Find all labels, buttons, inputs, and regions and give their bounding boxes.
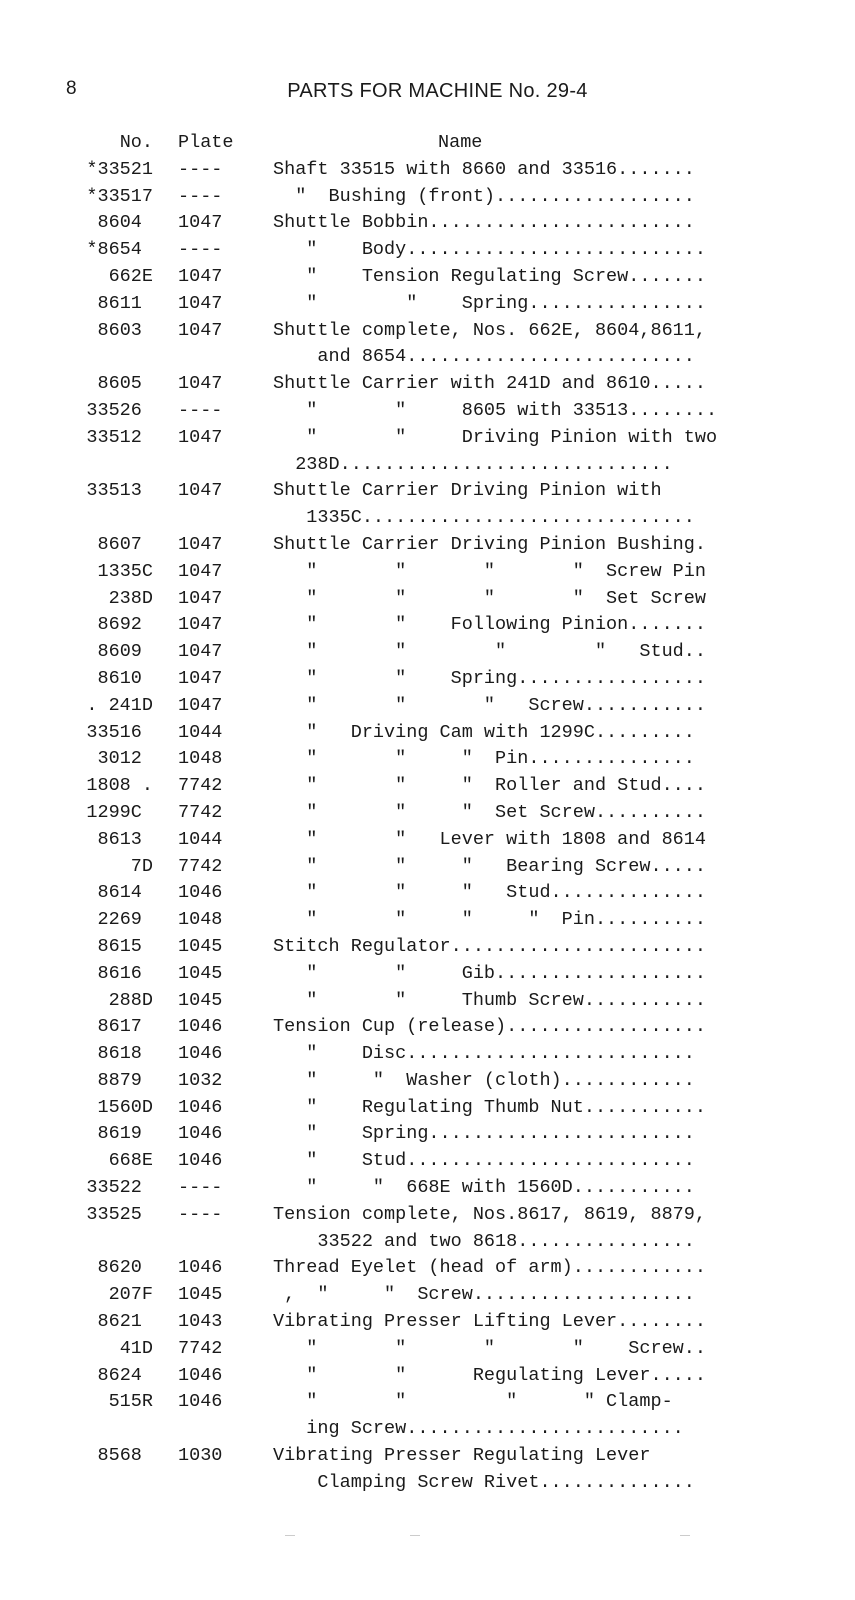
part-name bbox=[253, 1363, 750, 1390]
table-row bbox=[50, 1282, 750, 1309]
scan-mark bbox=[285, 1535, 295, 1536]
table-row bbox=[50, 1336, 750, 1363]
part-number: 8605 bbox=[97, 373, 153, 395]
part-name-line: " " 668E with 1560D........... bbox=[273, 1177, 695, 1199]
part-number: 1808 . bbox=[86, 775, 153, 797]
part-name-line: " " " " Stud.. bbox=[273, 641, 706, 663]
part-name bbox=[253, 1014, 750, 1041]
part-name-line: " " Washer (cloth)............ bbox=[273, 1069, 695, 1091]
plate-number: 1046 bbox=[178, 1043, 223, 1065]
part-name-line: " " Gib................... bbox=[273, 962, 706, 984]
plate-number: ---- bbox=[178, 1203, 223, 1225]
part-number: 662E bbox=[108, 265, 153, 287]
part-number: 8615 bbox=[97, 935, 153, 957]
part-name bbox=[253, 1255, 750, 1282]
parts-table bbox=[50, 130, 750, 1497]
part-name-line: " " Spring................. bbox=[273, 667, 706, 689]
part-name bbox=[253, 693, 750, 720]
part-number: 8619 bbox=[97, 1123, 153, 1145]
part-number: 8618 bbox=[97, 1043, 153, 1065]
column-header-name: Name bbox=[438, 132, 483, 153]
plate-number: 1047 bbox=[178, 667, 223, 689]
part-name bbox=[253, 746, 750, 773]
table-row bbox=[50, 559, 750, 586]
part-name-line: 33522 and two 8618................ bbox=[273, 1230, 695, 1252]
plate-number: 1047 bbox=[178, 533, 223, 555]
part-name-line: " Tension Regulating Screw....... bbox=[273, 265, 706, 287]
part-number: 8604 bbox=[97, 212, 153, 234]
plate-number: 1046 bbox=[178, 1150, 223, 1172]
table-row bbox=[50, 398, 750, 425]
part-number: 8607 bbox=[97, 533, 153, 555]
part-name bbox=[253, 157, 750, 184]
part-name-line: Tension Cup (release).................. bbox=[273, 1016, 706, 1038]
part-name bbox=[253, 264, 750, 291]
plate-number: 1045 bbox=[178, 989, 223, 1011]
table-row bbox=[50, 1443, 750, 1497]
part-number: 33522 bbox=[86, 1177, 153, 1199]
plate-number: 7742 bbox=[178, 1337, 223, 1359]
part-name-line: " " " Pin............... bbox=[273, 748, 695, 770]
part-number: 207F bbox=[108, 1284, 153, 1306]
part-name-line: " " Thumb Screw........... bbox=[273, 989, 706, 1011]
plate-number: ---- bbox=[178, 239, 223, 261]
part-name-line: Shuttle complete, Nos. 662E, 8604,8611, bbox=[273, 319, 706, 341]
part-name bbox=[253, 237, 750, 264]
part-name-line: and 8654.......................... bbox=[273, 346, 695, 368]
part-name bbox=[253, 612, 750, 639]
table-row bbox=[50, 880, 750, 907]
table-row bbox=[50, 318, 750, 372]
part-name bbox=[253, 1095, 750, 1122]
part-name bbox=[253, 291, 750, 318]
part-name bbox=[253, 1148, 750, 1175]
part-number: 33512 bbox=[86, 426, 153, 448]
plate-number: 1046 bbox=[178, 882, 223, 904]
part-name bbox=[253, 1121, 750, 1148]
part-number: 8613 bbox=[97, 828, 153, 850]
part-name-line: 238D.............................. bbox=[273, 453, 673, 475]
table-row bbox=[50, 1041, 750, 1068]
plate-number: 1047 bbox=[178, 426, 223, 448]
part-number: 7D bbox=[130, 855, 153, 877]
part-name-line: " " " " Screw Pin bbox=[273, 560, 706, 582]
part-number: 8568 bbox=[97, 1445, 153, 1467]
table-row bbox=[50, 532, 750, 559]
part-number: 33513 bbox=[86, 480, 153, 502]
part-name bbox=[253, 639, 750, 666]
plate-number: 1046 bbox=[178, 1016, 223, 1038]
part-name-line: " " Regulating Lever..... bbox=[273, 1364, 706, 1386]
plate-number: 1047 bbox=[178, 587, 223, 609]
table-row bbox=[50, 934, 750, 961]
table-row bbox=[50, 425, 750, 479]
table-row bbox=[50, 612, 750, 639]
table-row bbox=[50, 666, 750, 693]
table-row bbox=[50, 237, 750, 264]
part-name-line: , " " Screw.................... bbox=[273, 1284, 695, 1306]
part-number: 8620 bbox=[97, 1257, 153, 1279]
part-name bbox=[253, 720, 750, 747]
plate-number: 1048 bbox=[178, 909, 223, 931]
part-number: 33526 bbox=[86, 399, 153, 421]
part-name-line: Stitch Regulator....................... bbox=[273, 935, 706, 957]
plate-number: 1047 bbox=[178, 265, 223, 287]
table-row bbox=[50, 291, 750, 318]
part-name-line: " Body........................... bbox=[273, 239, 706, 261]
plate-number: ---- bbox=[178, 399, 223, 421]
part-name-line: " Driving Cam with 1299C......... bbox=[273, 721, 695, 743]
part-name-line: " " " Screw........... bbox=[273, 694, 706, 716]
table-row bbox=[50, 1363, 750, 1390]
part-number: 33525 bbox=[86, 1203, 153, 1225]
part-name bbox=[253, 559, 750, 586]
plate-number: 1046 bbox=[178, 1257, 223, 1279]
part-number: 1299C bbox=[86, 801, 153, 823]
part-name bbox=[253, 425, 750, 479]
part-number: 8603 bbox=[97, 319, 153, 341]
table-row bbox=[50, 1389, 750, 1443]
plate-number: 1047 bbox=[178, 560, 223, 582]
plate-number: 1047 bbox=[178, 614, 223, 636]
table-row bbox=[50, 1121, 750, 1148]
part-name bbox=[253, 318, 750, 372]
part-name-line: " " " Roller and Stud.... bbox=[273, 775, 706, 797]
part-name-line: " " " " Screw.. bbox=[273, 1337, 706, 1359]
part-name bbox=[253, 398, 750, 425]
part-name bbox=[253, 1443, 750, 1497]
part-name-line: Shuttle Carrier with 241D and 8610..... bbox=[273, 373, 706, 395]
part-number: 8617 bbox=[97, 1016, 153, 1038]
page-number: 8 bbox=[66, 78, 77, 99]
part-name bbox=[253, 1041, 750, 1068]
part-name-line: " " " " Pin.......... bbox=[273, 909, 706, 931]
table-row bbox=[50, 907, 750, 934]
part-name bbox=[253, 800, 750, 827]
part-number: 3012 bbox=[97, 748, 153, 770]
part-name bbox=[253, 961, 750, 988]
part-number: *8654 bbox=[86, 239, 153, 261]
part-number: *33517 bbox=[86, 185, 153, 207]
part-name bbox=[253, 1068, 750, 1095]
part-number: 8692 bbox=[97, 614, 153, 636]
part-name bbox=[253, 666, 750, 693]
part-name bbox=[253, 934, 750, 961]
part-name-line: Clamping Screw Rivet.............. bbox=[273, 1471, 695, 1493]
table-row bbox=[50, 264, 750, 291]
table-row bbox=[50, 800, 750, 827]
plate-number: 1047 bbox=[178, 373, 223, 395]
plate-number: ---- bbox=[178, 185, 223, 207]
part-name bbox=[253, 371, 750, 398]
plate-number: 1048 bbox=[178, 748, 223, 770]
part-name-line: " " " Bearing Screw..... bbox=[273, 855, 706, 877]
plate-number: 1044 bbox=[178, 721, 223, 743]
table-row bbox=[50, 184, 750, 211]
part-name bbox=[253, 854, 750, 881]
part-name bbox=[253, 1309, 750, 1336]
part-name bbox=[253, 907, 750, 934]
part-number: 8614 bbox=[97, 882, 153, 904]
table-row bbox=[50, 827, 750, 854]
table-row bbox=[50, 1202, 750, 1256]
part-number: 8610 bbox=[97, 667, 153, 689]
part-name-line: " Spring........................ bbox=[273, 1123, 695, 1145]
plate-number: 1046 bbox=[178, 1364, 223, 1386]
table-row bbox=[50, 1148, 750, 1175]
table-row bbox=[50, 639, 750, 666]
column-header-no: No. bbox=[119, 132, 153, 153]
plate-number: 1047 bbox=[178, 480, 223, 502]
plate-number: 1047 bbox=[178, 641, 223, 663]
plate-number: 1045 bbox=[178, 1284, 223, 1306]
part-number: 33516 bbox=[86, 721, 153, 743]
plate-number: 1047 bbox=[178, 292, 223, 314]
table-row bbox=[50, 961, 750, 988]
plate-number: 1032 bbox=[178, 1069, 223, 1091]
plate-number: 1046 bbox=[178, 1096, 223, 1118]
part-number: 8611 bbox=[97, 292, 153, 314]
part-name-line: Vibrating Presser Regulating Lever bbox=[273, 1445, 651, 1467]
table-header bbox=[50, 130, 750, 157]
part-name bbox=[253, 827, 750, 854]
part-name-line: " " Spring................ bbox=[273, 292, 706, 314]
part-name bbox=[253, 1336, 750, 1363]
table-row bbox=[50, 1068, 750, 1095]
table-row bbox=[50, 586, 750, 613]
part-number: 41D bbox=[119, 1337, 153, 1359]
plate-number: 1045 bbox=[178, 962, 223, 984]
part-number: 238D bbox=[108, 587, 153, 609]
plate-number: ---- bbox=[178, 158, 223, 180]
table-row bbox=[50, 773, 750, 800]
part-number: 288D bbox=[108, 989, 153, 1011]
column-header-plate: Plate bbox=[178, 132, 234, 153]
part-name bbox=[253, 1175, 750, 1202]
part-name-line: Shuttle Bobbin........................ bbox=[273, 212, 695, 234]
table-row bbox=[50, 988, 750, 1015]
part-number: 8609 bbox=[97, 641, 153, 663]
table-row bbox=[50, 746, 750, 773]
scan-mark bbox=[410, 1535, 420, 1536]
part-number: *33521 bbox=[86, 158, 153, 180]
plate-number: ---- bbox=[178, 1177, 223, 1199]
page-title: PARTS FOR MACHINE No. 29-4 bbox=[287, 80, 588, 102]
part-name-line: " " Lever with 1808 and 8614 bbox=[273, 828, 706, 850]
part-number: 8624 bbox=[97, 1364, 153, 1386]
plate-number: 1030 bbox=[178, 1445, 223, 1467]
part-name bbox=[253, 1202, 750, 1256]
part-name bbox=[253, 586, 750, 613]
part-number: 1560D bbox=[97, 1096, 153, 1118]
table-row bbox=[50, 1014, 750, 1041]
part-name bbox=[253, 880, 750, 907]
part-name-line: Vibrating Presser Lifting Lever........ bbox=[273, 1311, 706, 1333]
part-number: 1335C bbox=[97, 560, 153, 582]
part-name-line: " Stud.......................... bbox=[273, 1150, 695, 1172]
part-name bbox=[253, 1282, 750, 1309]
part-name-line: " Regulating Thumb Nut........... bbox=[273, 1096, 706, 1118]
part-name-line: " " 8605 with 33513........ bbox=[273, 399, 718, 421]
part-name bbox=[253, 210, 750, 237]
part-name bbox=[253, 532, 750, 559]
table-row bbox=[50, 157, 750, 184]
table-row bbox=[50, 210, 750, 237]
plate-number: 1046 bbox=[178, 1123, 223, 1145]
part-name bbox=[253, 184, 750, 211]
table-row bbox=[50, 371, 750, 398]
part-name-line: " " " Set Screw.......... bbox=[273, 801, 706, 823]
part-name bbox=[253, 478, 750, 532]
plate-number: 1043 bbox=[178, 1311, 223, 1333]
plate-number: 7742 bbox=[178, 775, 223, 797]
part-name-line: 1335C.............................. bbox=[273, 507, 695, 529]
scan-mark bbox=[680, 1535, 690, 1536]
part-number: . 241D bbox=[86, 694, 153, 716]
part-name-line: Shuttle Carrier Driving Pinion Bushing. bbox=[273, 533, 706, 555]
part-name-line: " " " " Set Screw bbox=[273, 587, 706, 609]
part-name-line: " Bushing (front).................. bbox=[273, 185, 695, 207]
part-name bbox=[253, 1389, 750, 1443]
plate-number: 1047 bbox=[178, 694, 223, 716]
table-body bbox=[50, 157, 750, 1497]
part-number: 2269 bbox=[97, 909, 153, 931]
plate-number: 1046 bbox=[178, 1391, 223, 1413]
part-number: 8616 bbox=[97, 962, 153, 984]
part-name-line: " " " " Clamp- bbox=[273, 1391, 673, 1413]
table-row bbox=[50, 720, 750, 747]
part-name-line: Tension complete, Nos.8617, 8619, 8879, bbox=[273, 1203, 706, 1225]
part-name-line: Shuttle Carrier Driving Pinion with bbox=[273, 480, 662, 502]
plate-number: 7742 bbox=[178, 801, 223, 823]
table-row bbox=[50, 854, 750, 881]
plate-number: 7742 bbox=[178, 855, 223, 877]
part-number: 668E bbox=[108, 1150, 153, 1172]
table-row bbox=[50, 1309, 750, 1336]
part-name-line: Shaft 33515 with 8660 and 33516....... bbox=[273, 158, 695, 180]
plate-number: 1047 bbox=[178, 212, 223, 234]
part-number: 8879 bbox=[97, 1069, 153, 1091]
plate-number: 1047 bbox=[178, 319, 223, 341]
table-row bbox=[50, 1255, 750, 1282]
part-number: 8621 bbox=[97, 1311, 153, 1333]
part-name bbox=[253, 773, 750, 800]
table-row bbox=[50, 478, 750, 532]
part-name-line: Thread Eyelet (head of arm)............ bbox=[273, 1257, 706, 1279]
table-row bbox=[50, 693, 750, 720]
part-name-line: " " Driving Pinion with two bbox=[273, 426, 718, 448]
table-row bbox=[50, 1175, 750, 1202]
part-name-line: " " " Stud.............. bbox=[273, 882, 706, 904]
part-name bbox=[253, 988, 750, 1015]
part-name-line: ing Screw......................... bbox=[273, 1418, 684, 1440]
plate-number: 1045 bbox=[178, 935, 223, 957]
part-name-line: " Disc.......................... bbox=[273, 1043, 695, 1065]
part-name-line: " " Following Pinion....... bbox=[273, 614, 706, 636]
plate-number: 1044 bbox=[178, 828, 223, 850]
table-row bbox=[50, 1095, 750, 1122]
part-number: 515R bbox=[108, 1391, 153, 1413]
